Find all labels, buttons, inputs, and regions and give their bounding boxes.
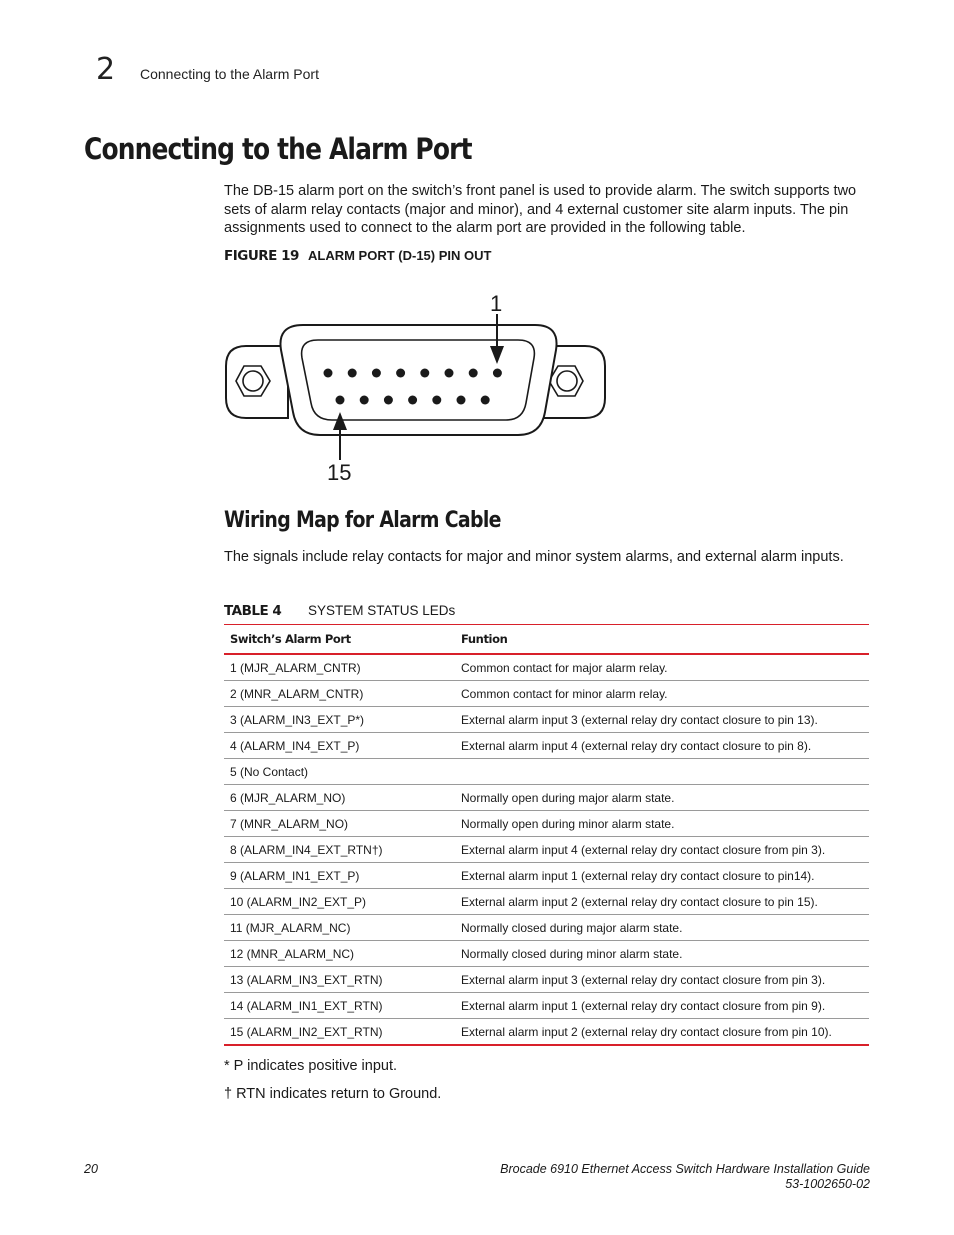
cell-function: Normally open during minor alarm state. xyxy=(455,811,869,837)
table-caption xyxy=(224,603,455,619)
page-title: Connecting to the Alarm Port xyxy=(84,132,472,166)
cell-port: 8 (ALARM_IN4_EXT_RTN†) xyxy=(224,837,455,863)
running-header: Connecting to the Alarm Port xyxy=(140,66,319,82)
cell-function: Common contact for major alarm relay. xyxy=(455,654,869,681)
pin-bottom-2 xyxy=(360,396,369,405)
cell-port: 15 (ALARM_IN2_EXT_RTN) xyxy=(224,1019,455,1046)
cell-function: External alarm input 1 (external relay dry contact closure from pin 9). xyxy=(455,993,869,1019)
table-row xyxy=(224,707,869,733)
section-paragraph: The signals include relay contacts for major and minor system alarms, and external alarm inputs. xyxy=(224,549,844,565)
cell-function: Common contact for minor alarm relay. xyxy=(455,681,869,707)
table-row xyxy=(224,811,869,837)
cell-port: 14 (ALARM_IN1_EXT_RTN) xyxy=(224,993,455,1019)
column-header-port: Switch’s Alarm Port xyxy=(224,625,455,655)
alarm-port-pin-table xyxy=(224,624,869,1046)
footnote-positive-input: * P indicates positive input. xyxy=(224,1058,398,1074)
cell-function: External alarm input 1 (external relay dry contact closure to pin14). xyxy=(455,863,869,889)
cell-port: 2 (MNR_ALARM_CNTR) xyxy=(224,681,455,707)
callout-label-pin-15: 15 xyxy=(327,460,352,485)
cell-function: Normally closed during major alarm state. xyxy=(455,915,869,941)
cell-function: Normally closed during minor alarm state. xyxy=(455,941,869,967)
intro-paragraph: The DB-15 alarm port on the switch’s front panel is used to provide alarm. The switch supports two sets of alarm relay contacts (major and minor), and 4 external customer site alarm inputs. The pin assignments used to connect to the alarm port are provided in the following table. xyxy=(224,183,857,236)
cell-port: 3 (ALARM_IN3_EXT_P*) xyxy=(224,707,455,733)
figure-caption-text: ALARM PORT (D-15) PIN OUT xyxy=(308,248,492,263)
table-row xyxy=(224,941,869,967)
section-title: Wiring Map for Alarm Cable xyxy=(224,508,501,533)
table-row xyxy=(224,733,869,759)
right-screw xyxy=(557,371,577,391)
footer-doc-info xyxy=(500,1162,870,1192)
figure-label: FIGURE 19 xyxy=(224,248,299,264)
cell-port: 13 (ALARM_IN3_EXT_RTN) xyxy=(224,967,455,993)
cell-port: 4 (ALARM_IN4_EXT_P) xyxy=(224,733,455,759)
cell-port: 11 (MJR_ALARM_NC) xyxy=(224,915,455,941)
pin-top-1 xyxy=(324,369,333,378)
left-screw xyxy=(243,371,263,391)
cell-port: 7 (MNR_ALARM_NO) xyxy=(224,811,455,837)
table-caption-text: SYSTEM STATUS LEDs xyxy=(308,603,456,618)
cell-function xyxy=(455,759,869,785)
column-header-function: Funtion xyxy=(455,625,869,655)
table-row xyxy=(224,889,869,915)
table-row xyxy=(224,1019,869,1046)
pin-top-2 xyxy=(348,369,357,378)
cell-port: 10 (ALARM_IN2_EXT_P) xyxy=(224,889,455,915)
table-row xyxy=(224,915,869,941)
pin-top-4 xyxy=(396,369,405,378)
cell-port: 12 (MNR_ALARM_NC) xyxy=(224,941,455,967)
table-row xyxy=(224,654,869,681)
pin-bottom-1 xyxy=(336,396,345,405)
db15-connector-diagram xyxy=(0,0,954,500)
table-row xyxy=(224,837,869,863)
cell-function: External alarm input 3 (external relay dry contact closure to pin 13). xyxy=(455,707,869,733)
pin-bottom-7 xyxy=(481,396,490,405)
page-number: 20 xyxy=(84,1162,98,1176)
footer-doc-title: Brocade 6910 Ethernet Access Switch Hardware Installation Guide xyxy=(500,1162,870,1176)
cell-port: 5 (No Contact) xyxy=(224,759,455,785)
footnote-return-ground: † RTN indicates return to Ground. xyxy=(224,1086,442,1102)
pin-bottom-5 xyxy=(432,396,441,405)
pin-top-8 xyxy=(493,369,502,378)
pin-top-3 xyxy=(372,369,381,378)
cell-function: External alarm input 4 (external relay dry contact closure from pin 3). xyxy=(455,837,869,863)
table-header-row xyxy=(224,625,869,655)
table-row xyxy=(224,993,869,1019)
table-row xyxy=(224,759,869,785)
chapter-number: 2 xyxy=(96,52,116,87)
cell-port: 9 (ALARM_IN1_EXT_P) xyxy=(224,863,455,889)
pin-bottom-4 xyxy=(408,396,417,405)
cell-function: External alarm input 2 (external relay dry contact closure from pin 10). xyxy=(455,1019,869,1046)
table-row xyxy=(224,681,869,707)
pin-top-7 xyxy=(469,369,478,378)
pin-bottom-6 xyxy=(457,396,466,405)
cell-function: External alarm input 2 (external relay dry contact closure to pin 15). xyxy=(455,889,869,915)
cell-port: 6 (MJR_ALARM_NO) xyxy=(224,785,455,811)
cell-function: External alarm input 4 (external relay dry contact closure to pin 8). xyxy=(455,733,869,759)
pin-top-6 xyxy=(445,369,454,378)
cell-function: Normally open during major alarm state. xyxy=(455,785,869,811)
callout-label-pin-1: 1 xyxy=(490,291,503,316)
table-row xyxy=(224,967,869,993)
table-row xyxy=(224,863,869,889)
pin-top-5 xyxy=(420,369,429,378)
pin-bottom-3 xyxy=(384,396,393,405)
cell-port: 1 (MJR_ALARM_CNTR) xyxy=(224,654,455,681)
footer-doc-number: 53-1002650-02 xyxy=(785,1177,870,1191)
table-row xyxy=(224,785,869,811)
table-label: TABLE 4 xyxy=(224,603,282,619)
cell-function: External alarm input 3 (external relay dry contact closure from pin 3). xyxy=(455,967,869,993)
